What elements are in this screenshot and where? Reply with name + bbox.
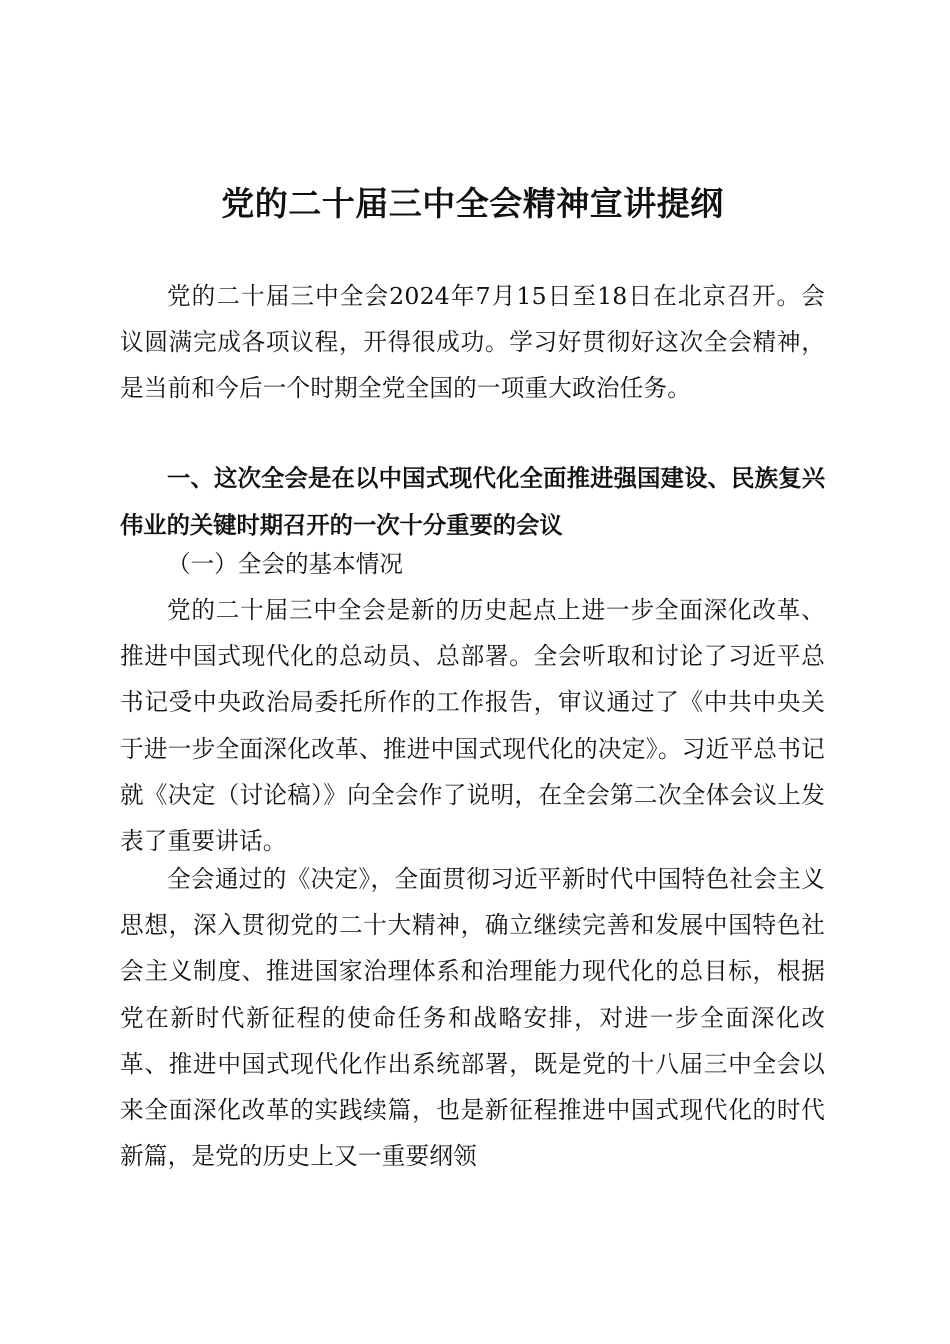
intro-paragraph: 党的二十届三中全会2024年7月15日至18日在北京召开。会议圆满完成各项议程，开得很成功。学习好贯彻好这次全会精神，是当前和今后一个时期全党全国的一项重大政治任务。 [120,282,825,403]
section-1-subheading: （一）全会的基本情况 [167,550,403,578]
paragraph-decision: 全会通过的《决定》，全面贯彻习近平新时代中国特色社会主义思想，深入贯彻党的二十大精神，确立继续完善和发展中国特色社会主义制度、推进国家治理体系和治理能力现代化的总目标，根据党在新时代新征程的使命任务和战略安排，对进一步全面深化改革、推进中国式现代化作出系统部署，既是党的十八届三中全会以来全面深化改革的实践续篇，也是新征程推进中国式现代化的时代新篇，是党的历史上又一重要纲领 [120,865,825,1171]
paragraph-basic-situation: 党的二十届三中全会是新的历史起点上进一步全面深化改革、推进中国式现代化的总动员、总部署。全会听取和讨论了习近平总书记受中央政治局委托所作的工作报告，审议通过了《中共中央关于进一步全面深化改革、推进中国式现代化的决定》。习近平总书记就《决定（讨论稿）》向全会作了说明，在全会第二次全体会议上发表了重要讲话。 [120,596,825,856]
document-title: 党的二十届三中全会精神宣讲提纲 [221,184,724,223]
section-1-heading: 一、这次全会是在以中国式现代化全面推进强国建设、民族复兴伟业的关键时期召开的一次十分重要的会议 [120,465,825,539]
